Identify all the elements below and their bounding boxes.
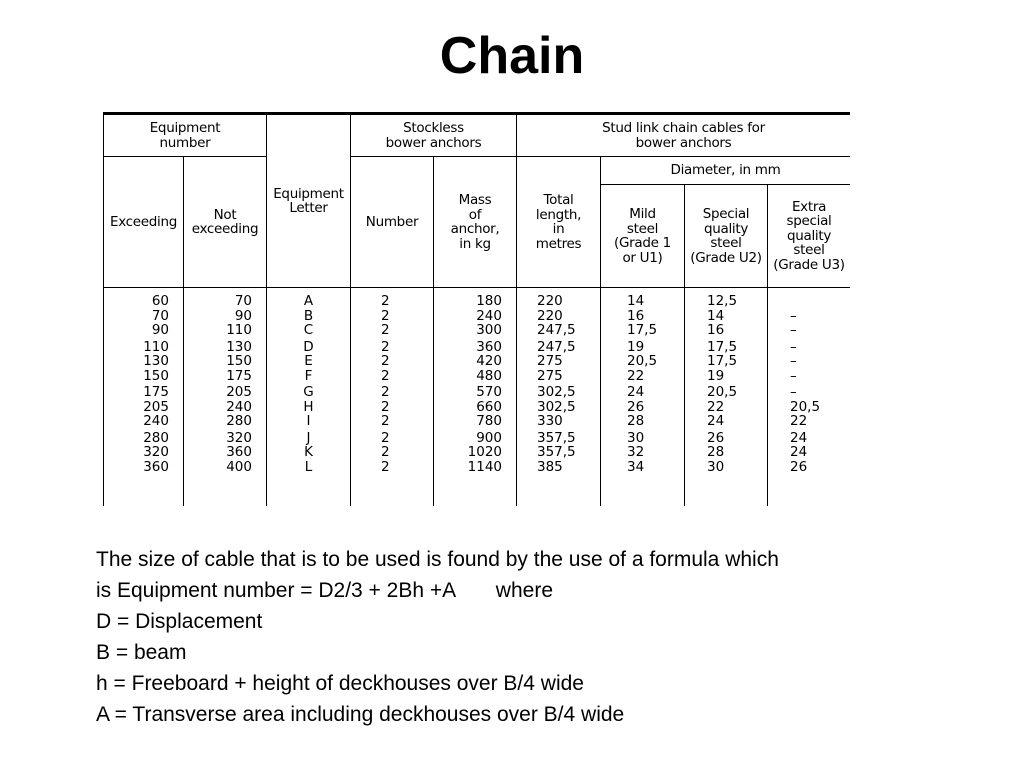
table-cell: C — [303, 322, 314, 338]
table-cell: 302,5 — [537, 398, 576, 415]
table-cell: 357,5 — [537, 429, 576, 446]
table-cell: I — [306, 413, 311, 429]
description-line: is Equipment number = D2/3 + 2Bh +A where — [96, 579, 554, 602]
table-cell: 22 — [627, 367, 645, 384]
column-total-length — [517, 288, 601, 507]
table-cell: 302,5 — [537, 384, 576, 400]
row-group — [537, 340, 600, 384]
header-stud-link-chain: Stud link chain cables for bower anchors — [517, 114, 851, 157]
table-cell: 26 — [627, 398, 645, 415]
column-number — [351, 288, 434, 507]
table-cell: 28 — [707, 444, 725, 460]
table-cell: 2 — [381, 322, 390, 338]
table-cell: 780 — [476, 413, 502, 429]
table-cell: 17,5 — [707, 353, 738, 369]
row-group — [104, 385, 169, 429]
table-cell: 2 — [381, 413, 390, 429]
table-cell: 360 — [476, 338, 502, 355]
row-group — [537, 294, 600, 338]
table-cell: J — [306, 429, 311, 446]
header-stockless-anchors: Stockless bower anchors — [351, 114, 517, 157]
table-cell: 90 — [151, 322, 169, 338]
row-group — [381, 340, 433, 384]
table-cell: 34 — [627, 458, 645, 475]
table-cell: 240 — [226, 398, 252, 415]
table-cell: 360 — [143, 458, 169, 475]
table-cell: 247,5 — [537, 322, 576, 338]
table-cell: 320 — [226, 429, 252, 446]
table-cell: – — [790, 353, 797, 369]
description-line: h = Freeboard + height of deckhouses over B/4 wide — [96, 672, 584, 695]
table-cell: 385 — [537, 458, 563, 475]
row-group — [707, 340, 767, 384]
row-group — [434, 431, 502, 475]
row-group — [627, 385, 684, 429]
table-cell: 24 — [707, 413, 725, 429]
table-cell: 110 — [226, 322, 252, 338]
table-cell: 12,5 — [707, 293, 738, 309]
header-exceeding: Exceeding — [104, 157, 184, 288]
table-cell: 24 — [790, 444, 808, 460]
table-cell: 420 — [476, 353, 502, 369]
table-cell: H — [303, 398, 314, 415]
table-cell: 2 — [381, 444, 390, 460]
header-total-length: Total length, in metres — [517, 157, 601, 288]
table-cell: 22 — [790, 413, 808, 429]
row-group — [627, 340, 684, 384]
table-cell: 2 — [381, 367, 390, 384]
header-diameter: Diameter, in mm — [601, 157, 851, 185]
table-cell: 240 — [143, 413, 169, 429]
table-cell: 28 — [627, 413, 645, 429]
table-cell: 130 — [143, 353, 169, 369]
table-cell: 330 — [537, 413, 563, 429]
table-cell: 220 — [537, 307, 563, 324]
description-line: D = Displacement — [96, 610, 263, 633]
table-cell: 90 — [234, 307, 252, 324]
header-extra-special-steel: Extra special quality steel (Grade U3) — [768, 185, 851, 288]
table-cell: 2 — [381, 429, 390, 446]
row-group — [434, 340, 502, 384]
description-line: B = beam — [96, 641, 187, 664]
table-cell: – — [790, 307, 797, 324]
table-cell: 2 — [381, 353, 390, 369]
row-group — [184, 340, 252, 384]
table-cell: 17,5 — [707, 338, 738, 355]
header-equipment-number: Equipment number — [104, 114, 267, 157]
anchor-chain-table-wrapper — [103, 112, 850, 506]
table-cell: 16 — [707, 322, 725, 338]
row-group — [707, 294, 767, 338]
table-cell: 900 — [476, 429, 502, 446]
row-group — [267, 294, 350, 338]
table-cell: D — [303, 338, 314, 355]
description-line: The size of cable that is to be used is found by the use of a formula which — [96, 548, 779, 571]
table-cell: F — [304, 367, 313, 384]
table-cell: E — [304, 353, 313, 369]
page-title: Chain — [439, 27, 585, 85]
row-group — [184, 385, 252, 429]
table-cell: 32 — [627, 444, 645, 460]
table-cell: 30 — [627, 429, 645, 446]
table-cell: 360 — [226, 444, 252, 460]
header-special-quality-steel: Special quality steel (Grade U2) — [685, 185, 768, 288]
row-group — [104, 294, 169, 338]
table-cell: 175 — [143, 384, 169, 400]
description-line: A = Transverse area including deckhouses over B/4 wide — [96, 703, 625, 726]
row-group — [537, 385, 600, 429]
table-cell: 20,5 — [790, 398, 821, 415]
table-cell: 175 — [226, 367, 252, 384]
table-cell: 1020 — [467, 444, 502, 460]
table-cell: A — [303, 293, 314, 309]
table-cell: 180 — [476, 293, 502, 309]
column-mild-steel — [601, 288, 685, 507]
table-cell: 480 — [476, 367, 502, 384]
row-group — [627, 294, 684, 338]
row-group — [104, 431, 169, 475]
row-group — [790, 294, 850, 338]
table-cell: – — [790, 384, 797, 400]
table-cell: 19 — [707, 367, 725, 384]
table-cell: 2 — [381, 307, 390, 324]
row-group — [381, 431, 433, 475]
table-cell: 22 — [707, 398, 725, 415]
table-cell: 24 — [627, 384, 645, 400]
table-cell: 275 — [537, 367, 563, 384]
table-cell: 130 — [226, 338, 252, 355]
table-cell: 280 — [226, 413, 252, 429]
table-cell: 240 — [476, 307, 502, 324]
header-mild-steel: Mild steel (Grade 1 or U1) — [601, 185, 685, 288]
table-cell: 20,5 — [707, 384, 738, 400]
table-cell: 247,5 — [537, 338, 576, 355]
header-not-exceeding: Not exceeding — [184, 157, 267, 288]
table-cell: 400 — [226, 458, 252, 475]
table-cell: 570 — [476, 384, 502, 400]
header-mass-of-anchor: Mass of anchor, in kg — [434, 157, 517, 288]
table-cell: 17,5 — [627, 322, 658, 338]
row-group — [381, 385, 433, 429]
table-cell: 220 — [537, 293, 563, 309]
table-cell: 30 — [707, 458, 725, 475]
table-cell: 2 — [381, 398, 390, 415]
row-group — [267, 340, 350, 384]
table-cell: 16 — [627, 307, 645, 324]
table-cell: 19 — [627, 338, 645, 355]
table-cell: 2 — [381, 338, 390, 355]
column-mass — [434, 288, 517, 507]
table-cell: G — [303, 384, 314, 400]
row-group — [267, 385, 350, 429]
table-cell: 110 — [143, 338, 169, 355]
row-group — [537, 431, 600, 475]
table-cell: 205 — [143, 398, 169, 415]
table-cell — [790, 294, 850, 309]
table-cell: 150 — [226, 353, 252, 369]
table-cell: 70 — [151, 307, 169, 324]
table-cell: 26 — [707, 429, 725, 446]
row-group — [184, 431, 252, 475]
table-cell: 150 — [143, 367, 169, 384]
table-cell: 26 — [790, 458, 808, 475]
row-group — [707, 431, 767, 475]
table-cell: 275 — [537, 353, 563, 369]
header-number: Number — [351, 157, 434, 288]
table-cell: 280 — [143, 429, 169, 446]
table-body-row — [104, 288, 851, 507]
table-cell: L — [304, 458, 313, 475]
row-group — [627, 431, 684, 475]
table-cell: 70 — [234, 293, 252, 309]
table-cell: 205 — [226, 384, 252, 400]
table-cell: 14 — [627, 293, 645, 309]
row-group — [707, 385, 767, 429]
table-cell: 2 — [381, 384, 390, 400]
table-cell: 660 — [476, 398, 502, 415]
row-group — [434, 294, 502, 338]
table-cell: 1140 — [467, 458, 502, 475]
table-cell: 320 — [143, 444, 169, 460]
table-cell: 357,5 — [537, 444, 576, 460]
column-not-exceeding — [184, 288, 267, 507]
table-cell: 2 — [381, 293, 390, 309]
column-special-steel — [685, 288, 768, 507]
row-group — [790, 385, 850, 429]
row-group — [434, 385, 502, 429]
column-extra-special-steel — [768, 288, 851, 507]
column-exceeding — [104, 288, 184, 507]
row-group — [790, 431, 850, 475]
table-cell: 2 — [381, 458, 390, 475]
table-cell: B — [303, 307, 314, 324]
formula-description — [96, 544, 976, 730]
row-group — [184, 294, 252, 338]
anchor-chain-table — [103, 112, 850, 506]
row-group — [381, 294, 433, 338]
table-cell: – — [790, 338, 797, 355]
table-cell: – — [790, 367, 797, 384]
table-cell: 300 — [476, 322, 502, 338]
table-cell: 24 — [790, 429, 808, 446]
table-cell: 20,5 — [627, 353, 658, 369]
column-equipment-letter — [267, 288, 351, 507]
table-cell: 60 — [151, 293, 169, 309]
table-cell: 14 — [707, 307, 725, 324]
table-cell: – — [790, 322, 797, 338]
header-equipment-letter: Equipment Letter — [267, 114, 351, 288]
row-group — [104, 340, 169, 384]
table-cell: K — [304, 444, 313, 460]
row-group — [790, 340, 850, 384]
row-group — [267, 431, 350, 475]
